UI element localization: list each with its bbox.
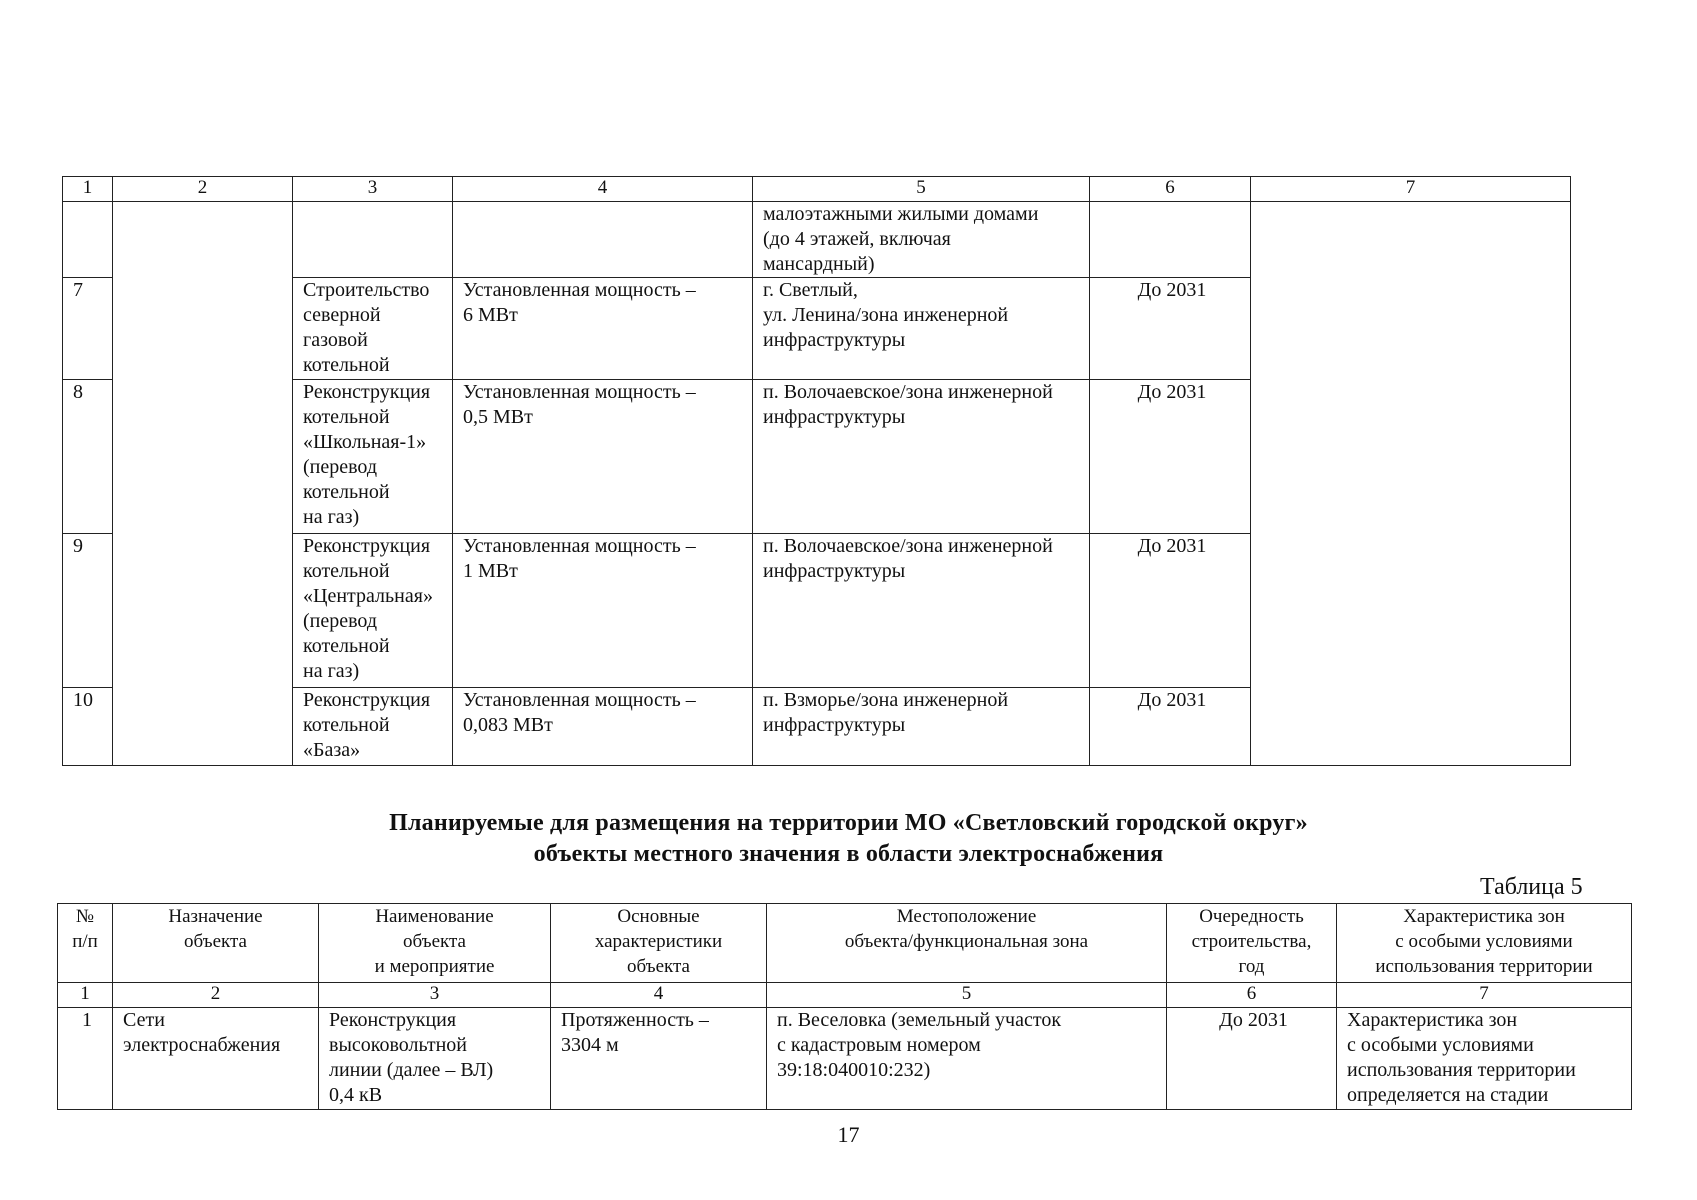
location: малоэтажными жилыми домами (до 4 этажей, включая мансардный) <box>753 202 1090 278</box>
row-number: 7 <box>63 278 113 380</box>
object-name <box>293 202 453 278</box>
characteristics <box>453 202 753 278</box>
row-number: 8 <box>63 380 113 534</box>
header-cell: Назначение объекта <box>113 904 319 983</box>
zones-cell <box>1251 202 1571 766</box>
row-number: 1 <box>58 1008 113 1110</box>
characteristics: Установленная мощность – 6 МВт <box>453 278 753 380</box>
column-number: 1 <box>63 177 113 202</box>
location: п. Веселовка (земельный участок с кадастровым номером 39:18:040010:232) <box>767 1008 1167 1110</box>
column-numbers-row <box>63 177 1571 202</box>
column-number: 4 <box>551 983 767 1008</box>
location: г. Светлый, ул. Ленина/зона инженерной инфраструктуры <box>753 278 1090 380</box>
purpose-cell <box>113 202 293 766</box>
electricity-objects-table <box>57 903 1632 1110</box>
column-number: 2 <box>113 983 319 1008</box>
section-heading <box>0 808 1697 870</box>
header-cell: № п/п <box>58 904 113 983</box>
page-number: 17 <box>837 1122 860 1147</box>
heading-line-2: объекты местного значения в области электроснабжения <box>533 841 1164 867</box>
column-number: 3 <box>293 177 453 202</box>
header-cell: Основные характеристики объекта <box>551 904 767 983</box>
heading-line-1: Планируемые для размещения на территории МО «Светловский городской округ» <box>389 810 1308 836</box>
column-number: 5 <box>753 177 1090 202</box>
deadline: До 2031 <box>1090 380 1251 534</box>
column-number: 7 <box>1337 983 1632 1008</box>
row-number: 10 <box>63 688 113 766</box>
table-row <box>58 1008 1632 1110</box>
object-name: Реконструкция котельной «Школьная-1» (перевод котельной на газ) <box>293 380 453 534</box>
zones: Характеристика зон с особыми условиями использования территории определяется на стадии <box>1337 1008 1632 1110</box>
characteristics: Установленная мощность – 0,5 МВт <box>453 380 753 534</box>
purpose: Сети электроснабжения <box>113 1008 319 1110</box>
deadline: До 2031 <box>1090 278 1251 380</box>
location: п. Волочаевское/зона инженерной инфраструктуры <box>753 534 1090 688</box>
table-label: Таблица 5 <box>1480 874 1583 900</box>
characteristics: Установленная мощность – 0,083 МВт <box>453 688 753 766</box>
header-cell: Наименование объекта и мероприятие <box>319 904 551 983</box>
header-row <box>58 904 1632 983</box>
object-name: Реконструкция котельной «Центральная» (перевод котельной на газ) <box>293 534 453 688</box>
deadline: До 2031 <box>1090 688 1251 766</box>
object-name: Реконструкция котельной «База» <box>293 688 453 766</box>
deadline: До 2031 <box>1090 534 1251 688</box>
location: п. Волочаевское/зона инженерной инфраструктуры <box>753 380 1090 534</box>
characteristics: Протяженность – 3304 м <box>551 1008 767 1110</box>
characteristics: Установленная мощность – 1 МВт <box>453 534 753 688</box>
object-name: Реконструкция высоковольтной линии (далее – ВЛ) 0,4 кВ <box>319 1008 551 1110</box>
object-name: Строительство северной газовой котельной <box>293 278 453 380</box>
deadline <box>1090 202 1251 278</box>
column-numbers-row <box>58 983 1632 1008</box>
header-cell: Очередность строительства, год <box>1167 904 1337 983</box>
column-number: 5 <box>767 983 1167 1008</box>
table-row <box>63 202 1571 278</box>
row-number: 9 <box>63 534 113 688</box>
column-number: 6 <box>1167 983 1337 1008</box>
column-number: 7 <box>1251 177 1571 202</box>
boiler-objects-table <box>62 176 1571 766</box>
header-cell: Характеристика зон с особыми условиями использования территории <box>1337 904 1632 983</box>
column-number: 2 <box>113 177 293 202</box>
header-cell: Местоположение объекта/функциональная зона <box>767 904 1167 983</box>
row-number <box>63 202 113 278</box>
column-number: 1 <box>58 983 113 1008</box>
column-number: 4 <box>453 177 753 202</box>
column-number: 6 <box>1090 177 1251 202</box>
column-number: 3 <box>319 983 551 1008</box>
location: п. Взморье/зона инженерной инфраструктуры <box>753 688 1090 766</box>
deadline: До 2031 <box>1167 1008 1337 1110</box>
